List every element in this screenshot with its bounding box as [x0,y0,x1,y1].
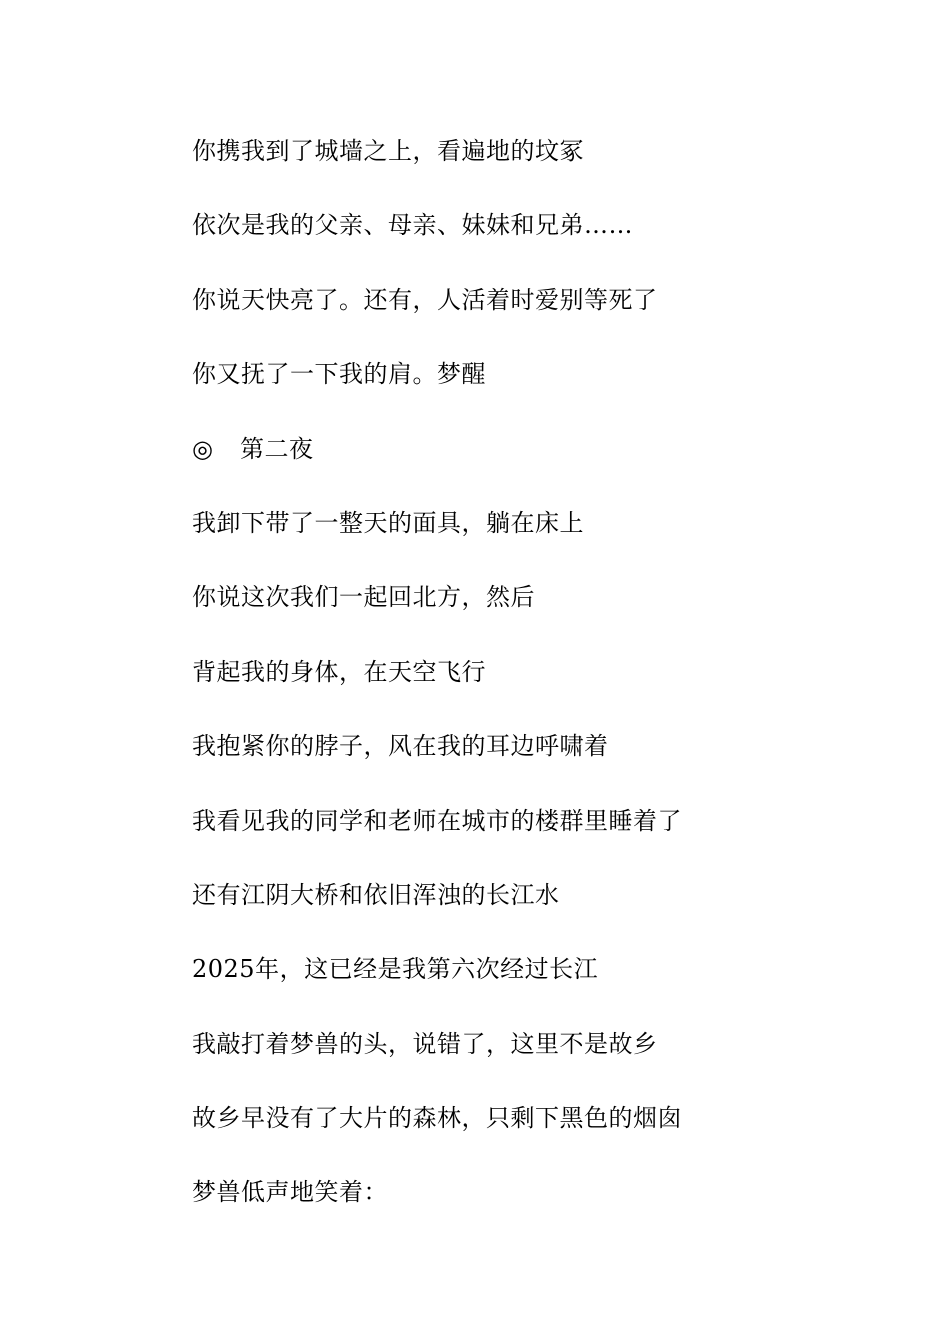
poem-line: 我敲打着梦兽的头，说错了，这里不是故乡 [192,1029,658,1058]
poem-line: 背起我的身体，在天空飞行 [192,657,486,686]
poem-line: 依次是我的父亲、母亲、妹妹和兄弟…… [192,211,633,240]
poem-line: 我抱紧你的脖子，风在我的耳边呼啸着 [192,732,609,761]
poem-line: 你携我到了城墙之上，看遍地的坟冢 [192,137,584,165]
section-heading [192,429,892,503]
poem-line: 梦兽低声地笑着： [192,1178,388,1207]
poem-line: 你又抚了一下我的肩。梦醒 [192,360,486,389]
poem-line: 还有江阴大桥和依旧浑浊的长江水 [192,880,560,909]
poem-line: 我看见我的同学和老师在城市的楼群里睡着了 [192,806,682,835]
poem-line: 我卸下带了一整天的面具，躺在床上 [192,508,584,537]
poem-line: 2025年，这已经是我第六次经过长江 [192,955,599,984]
poem-body [192,131,892,1247]
poem-line: 故乡早没有了大片的森林，只剩下黑色的烟囱 [192,1104,682,1133]
section-title: 第二夜 [240,434,314,463]
section-mark-icon: ◎ [192,434,214,463]
poem-line: 你说天快亮了。还有，人活着时爱别等死了 [192,285,658,314]
poem-line: 你说这次我们一起回北方，然后 [192,583,535,612]
